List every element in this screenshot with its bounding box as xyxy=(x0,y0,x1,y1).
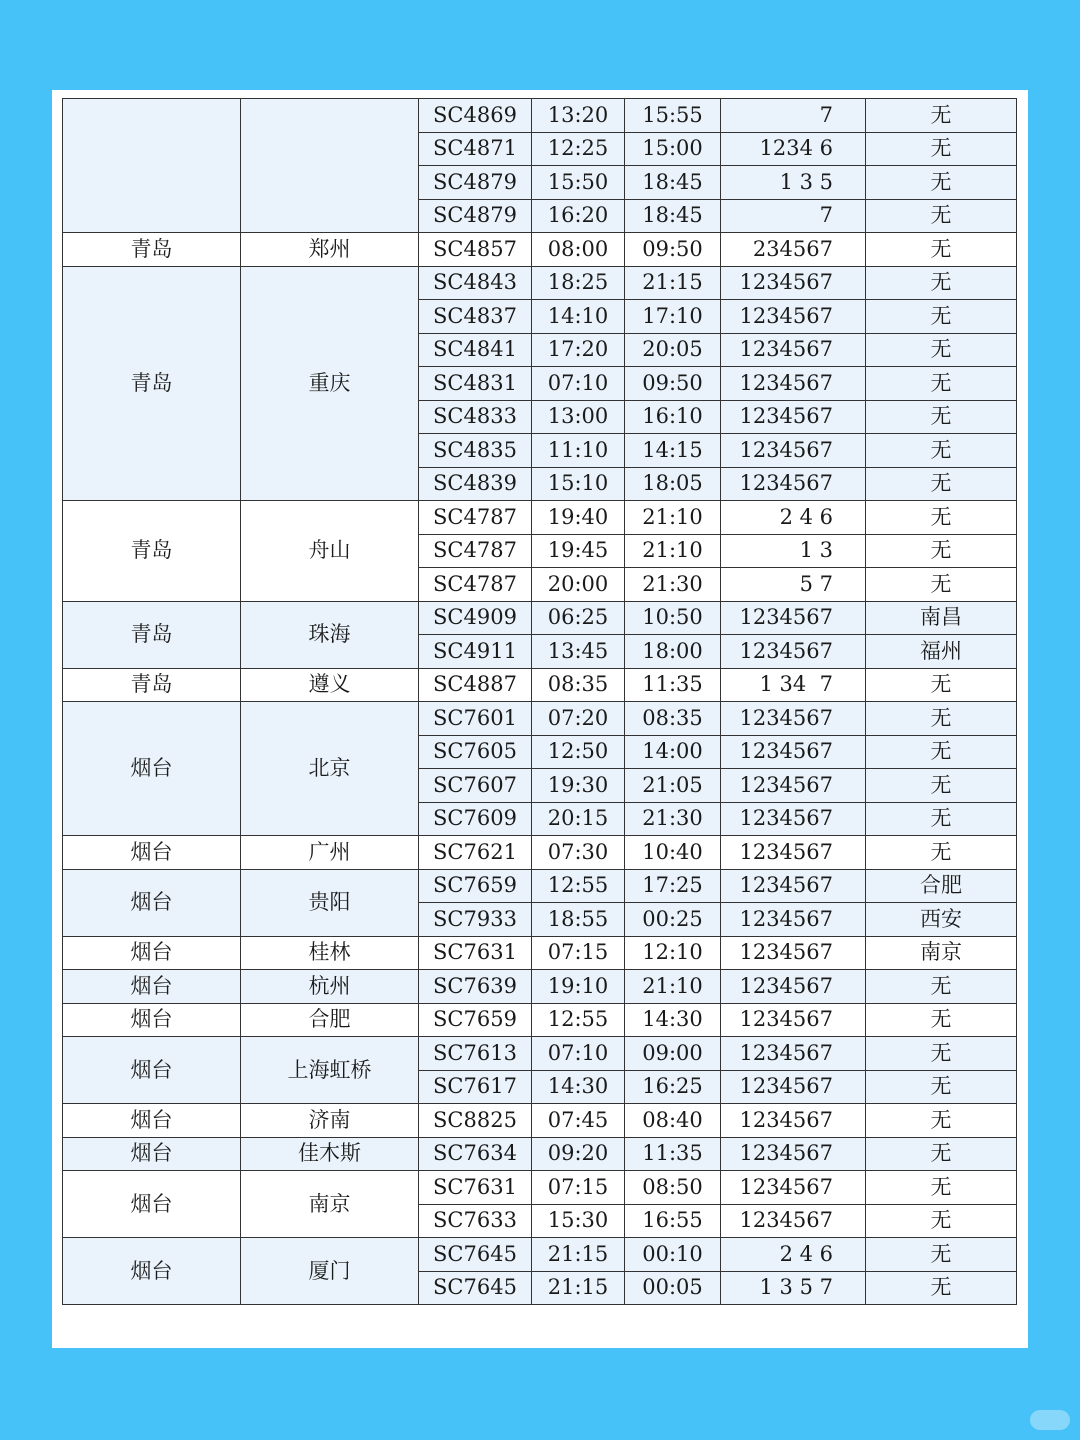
operating-days-cell: 1234567 xyxy=(721,936,866,970)
flight-number-cell: SC4887 xyxy=(419,668,532,702)
arrival-time-cell: 09:50 xyxy=(625,233,721,267)
arrival-time-cell: 10:50 xyxy=(625,601,721,635)
arrival-time-cell: 21:30 xyxy=(625,568,721,602)
operating-days-cell: 1234567 xyxy=(721,434,866,468)
destination-city-cell: 遵义 xyxy=(241,668,419,702)
departure-time-cell: 14:30 xyxy=(532,1070,625,1104)
operating-days-cell: 1234567 xyxy=(721,1137,866,1171)
departure-time-cell: 15:50 xyxy=(532,166,625,200)
arrival-time-cell: 11:35 xyxy=(625,668,721,702)
destination-city-cell: 合肥 xyxy=(241,1003,419,1037)
destination-city-cell: 佳木斯 xyxy=(241,1137,419,1171)
operating-days-cell: 1234567 xyxy=(721,367,866,401)
departure-time-cell: 13:20 xyxy=(532,99,625,133)
destination-city-cell xyxy=(241,99,419,233)
table-row xyxy=(63,233,1017,267)
departure-time-cell: 07:15 xyxy=(532,936,625,970)
table-row xyxy=(63,501,1017,535)
destination-city-cell: 北京 xyxy=(241,702,419,836)
stopover-cell: 无 xyxy=(866,1104,1017,1138)
origin-city-cell: 烟台 xyxy=(63,1171,241,1238)
arrival-time-cell: 21:30 xyxy=(625,802,721,836)
stopover-cell: 无 xyxy=(866,400,1017,434)
origin-city-cell: 烟台 xyxy=(63,836,241,870)
departure-time-cell: 18:25 xyxy=(532,266,625,300)
table-row xyxy=(63,970,1017,1004)
arrival-time-cell: 00:25 xyxy=(625,903,721,937)
stopover-cell: 无 xyxy=(866,1271,1017,1305)
departure-time-cell: 13:00 xyxy=(532,400,625,434)
arrival-time-cell: 18:05 xyxy=(625,467,721,501)
flight-number-cell: SC4833 xyxy=(419,400,532,434)
stopover-cell: 无 xyxy=(866,1070,1017,1104)
table-row xyxy=(63,869,1017,903)
departure-time-cell: 21:15 xyxy=(532,1238,625,1272)
arrival-time-cell: 21:10 xyxy=(625,501,721,535)
flight-number-cell: SC7631 xyxy=(419,936,532,970)
stopover-cell: 无 xyxy=(866,501,1017,535)
arrival-time-cell: 14:00 xyxy=(625,735,721,769)
flight-number-cell: SC4909 xyxy=(419,601,532,635)
arrival-time-cell: 08:35 xyxy=(625,702,721,736)
stopover-cell: 无 xyxy=(866,166,1017,200)
destination-city-cell: 济南 xyxy=(241,1104,419,1138)
flight-number-cell: SC8825 xyxy=(419,1104,532,1138)
arrival-time-cell: 18:45 xyxy=(625,199,721,233)
departure-time-cell: 07:20 xyxy=(532,702,625,736)
departure-time-cell: 13:45 xyxy=(532,635,625,669)
departure-time-cell: 08:00 xyxy=(532,233,625,267)
stopover-cell: 无 xyxy=(866,333,1017,367)
operating-days-cell: 7 xyxy=(721,99,866,133)
departure-time-cell: 21:15 xyxy=(532,1271,625,1305)
stopover-cell: 无 xyxy=(866,99,1017,133)
departure-time-cell: 12:50 xyxy=(532,735,625,769)
destination-city-cell: 上海虹桥 xyxy=(241,1037,419,1104)
operating-days-cell: 1234567 xyxy=(721,1037,866,1071)
flight-number-cell: SC7601 xyxy=(419,702,532,736)
flight-number-cell: SC4835 xyxy=(419,434,532,468)
destination-city-cell: 南京 xyxy=(241,1171,419,1238)
stopover-cell: 无 xyxy=(866,1137,1017,1171)
departure-time-cell: 16:20 xyxy=(532,199,625,233)
departure-time-cell: 15:30 xyxy=(532,1204,625,1238)
table-row xyxy=(63,702,1017,736)
flight-number-cell: SC4871 xyxy=(419,132,532,166)
departure-time-cell: 19:45 xyxy=(532,534,625,568)
operating-days-cell: 1234567 xyxy=(721,869,866,903)
departure-time-cell: 15:10 xyxy=(532,467,625,501)
operating-days-cell: 1234567 xyxy=(721,903,866,937)
stopover-cell: 无 xyxy=(866,970,1017,1004)
flight-number-cell: SC4911 xyxy=(419,635,532,669)
table-row xyxy=(63,1003,1017,1037)
flight-number-cell: SC7607 xyxy=(419,769,532,803)
departure-time-cell: 07:15 xyxy=(532,1171,625,1205)
stopover-cell: 福州 xyxy=(866,635,1017,669)
table-row xyxy=(63,1171,1017,1205)
operating-days-cell: 1234567 xyxy=(721,802,866,836)
flight-number-cell: SC4787 xyxy=(419,568,532,602)
operating-days-cell: 1234567 xyxy=(721,970,866,1004)
table-row xyxy=(63,1104,1017,1138)
table-row xyxy=(63,1137,1017,1171)
operating-days-cell: 1234567 xyxy=(721,1171,866,1205)
flight-number-cell: SC4831 xyxy=(419,367,532,401)
operating-days-cell: 1234567 xyxy=(721,836,866,870)
arrival-time-cell: 21:05 xyxy=(625,769,721,803)
table-row xyxy=(63,1238,1017,1272)
stopover-cell: 南京 xyxy=(866,936,1017,970)
destination-city-cell: 郑州 xyxy=(241,233,419,267)
origin-city-cell: 青岛 xyxy=(63,668,241,702)
flight-number-cell: SC7613 xyxy=(419,1037,532,1071)
operating-days-cell: 1 34 7 xyxy=(721,668,866,702)
stopover-cell: 无 xyxy=(866,702,1017,736)
arrival-time-cell: 20:05 xyxy=(625,333,721,367)
stopover-cell: 无 xyxy=(866,367,1017,401)
operating-days-cell: 2 4 6 xyxy=(721,501,866,535)
arrival-time-cell: 10:40 xyxy=(625,836,721,870)
stopover-cell: 无 xyxy=(866,467,1017,501)
stopover-cell: 无 xyxy=(866,434,1017,468)
origin-city-cell: 烟台 xyxy=(63,1104,241,1138)
operating-days-cell: 1234567 xyxy=(721,1070,866,1104)
flight-number-cell: SC4787 xyxy=(419,534,532,568)
watermark-badge xyxy=(1030,1410,1070,1430)
stopover-cell: 无 xyxy=(866,1003,1017,1037)
flight-number-cell: SC4869 xyxy=(419,99,532,133)
table-row xyxy=(63,99,1017,133)
stopover-cell: 合肥 xyxy=(866,869,1017,903)
arrival-time-cell: 17:10 xyxy=(625,300,721,334)
flight-schedule-table xyxy=(62,98,1017,1305)
departure-time-cell: 20:00 xyxy=(532,568,625,602)
operating-days-cell: 1 3 xyxy=(721,534,866,568)
departure-time-cell: 06:25 xyxy=(532,601,625,635)
destination-city-cell: 珠海 xyxy=(241,601,419,668)
departure-time-cell: 19:30 xyxy=(532,769,625,803)
destination-city-cell: 贵阳 xyxy=(241,869,419,936)
table-row xyxy=(63,1037,1017,1071)
flight-number-cell: SC4787 xyxy=(419,501,532,535)
destination-city-cell: 舟山 xyxy=(241,501,419,602)
departure-time-cell: 08:35 xyxy=(532,668,625,702)
origin-city-cell: 烟台 xyxy=(63,869,241,936)
departure-time-cell: 07:45 xyxy=(532,1104,625,1138)
flight-number-cell: SC4841 xyxy=(419,333,532,367)
departure-time-cell: 07:10 xyxy=(532,367,625,401)
stopover-cell: 无 xyxy=(866,266,1017,300)
arrival-time-cell: 15:00 xyxy=(625,132,721,166)
arrival-time-cell: 00:10 xyxy=(625,1238,721,1272)
table-row xyxy=(63,936,1017,970)
arrival-time-cell: 16:10 xyxy=(625,400,721,434)
operating-days-cell: 1234 6 xyxy=(721,132,866,166)
origin-city-cell: 青岛 xyxy=(63,501,241,602)
origin-city-cell: 烟台 xyxy=(63,936,241,970)
origin-city-cell: 青岛 xyxy=(63,266,241,501)
operating-days-cell: 1 3 5 xyxy=(721,166,866,200)
operating-days-cell: 1234567 xyxy=(721,1204,866,1238)
stopover-cell: 西安 xyxy=(866,903,1017,937)
operating-days-cell: 2 4 6 xyxy=(721,1238,866,1272)
stopover-cell: 无 xyxy=(866,1037,1017,1071)
departure-time-cell: 12:55 xyxy=(532,1003,625,1037)
departure-time-cell: 11:10 xyxy=(532,434,625,468)
origin-city-cell xyxy=(63,99,241,233)
flight-number-cell: SC7659 xyxy=(419,869,532,903)
arrival-time-cell: 09:50 xyxy=(625,367,721,401)
operating-days-cell: 1234567 xyxy=(721,400,866,434)
flight-number-cell: SC7645 xyxy=(419,1271,532,1305)
stopover-cell: 南昌 xyxy=(866,601,1017,635)
departure-time-cell: 07:10 xyxy=(532,1037,625,1071)
flight-number-cell: SC4837 xyxy=(419,300,532,334)
departure-time-cell: 18:55 xyxy=(532,903,625,937)
stopover-cell: 无 xyxy=(866,534,1017,568)
departure-time-cell: 12:55 xyxy=(532,869,625,903)
origin-city-cell: 青岛 xyxy=(63,601,241,668)
arrival-time-cell: 16:55 xyxy=(625,1204,721,1238)
arrival-time-cell: 11:35 xyxy=(625,1137,721,1171)
arrival-time-cell: 12:10 xyxy=(625,936,721,970)
origin-city-cell: 烟台 xyxy=(63,1037,241,1104)
origin-city-cell: 烟台 xyxy=(63,1137,241,1171)
destination-city-cell: 桂林 xyxy=(241,936,419,970)
arrival-time-cell: 21:10 xyxy=(625,970,721,1004)
operating-days-cell: 1234567 xyxy=(721,266,866,300)
stopover-cell: 无 xyxy=(866,568,1017,602)
flight-number-cell: SC7639 xyxy=(419,970,532,1004)
departure-time-cell: 19:10 xyxy=(532,970,625,1004)
arrival-time-cell: 21:15 xyxy=(625,266,721,300)
origin-city-cell: 烟台 xyxy=(63,1238,241,1305)
stopover-cell: 无 xyxy=(866,300,1017,334)
arrival-time-cell: 18:00 xyxy=(625,635,721,669)
stopover-cell: 无 xyxy=(866,1171,1017,1205)
origin-city-cell: 烟台 xyxy=(63,1003,241,1037)
stopover-cell: 无 xyxy=(866,735,1017,769)
stopover-cell: 无 xyxy=(866,199,1017,233)
operating-days-cell: 1234567 xyxy=(721,769,866,803)
departure-time-cell: 14:10 xyxy=(532,300,625,334)
flight-number-cell: SC7605 xyxy=(419,735,532,769)
stopover-cell: 无 xyxy=(866,233,1017,267)
table-row xyxy=(63,668,1017,702)
stopover-cell: 无 xyxy=(866,1204,1017,1238)
operating-days-cell: 1234567 xyxy=(721,735,866,769)
departure-time-cell: 20:15 xyxy=(532,802,625,836)
operating-days-cell: 1234567 xyxy=(721,1003,866,1037)
operating-days-cell: 1234567 xyxy=(721,635,866,669)
arrival-time-cell: 16:25 xyxy=(625,1070,721,1104)
table-row xyxy=(63,836,1017,870)
flight-number-cell: SC7631 xyxy=(419,1171,532,1205)
operating-days-cell: 7 xyxy=(721,199,866,233)
flight-number-cell: SC7634 xyxy=(419,1137,532,1171)
stopover-cell: 无 xyxy=(866,769,1017,803)
flight-number-cell: SC7645 xyxy=(419,1238,532,1272)
flight-number-cell: SC4857 xyxy=(419,233,532,267)
flight-number-cell: SC7617 xyxy=(419,1070,532,1104)
destination-city-cell: 厦门 xyxy=(241,1238,419,1305)
arrival-time-cell: 08:50 xyxy=(625,1171,721,1205)
flight-number-cell: SC4879 xyxy=(419,199,532,233)
flight-number-cell: SC4839 xyxy=(419,467,532,501)
operating-days-cell: 1234567 xyxy=(721,333,866,367)
stopover-cell: 无 xyxy=(866,132,1017,166)
departure-time-cell: 12:25 xyxy=(532,132,625,166)
operating-days-cell: 234567 xyxy=(721,233,866,267)
arrival-time-cell: 14:30 xyxy=(625,1003,721,1037)
departure-time-cell: 09:20 xyxy=(532,1137,625,1171)
operating-days-cell: 1234567 xyxy=(721,467,866,501)
destination-city-cell: 重庆 xyxy=(241,266,419,501)
arrival-time-cell: 14:15 xyxy=(625,434,721,468)
schedule-card xyxy=(52,90,1028,1348)
operating-days-cell: 1234567 xyxy=(721,702,866,736)
departure-time-cell: 19:40 xyxy=(532,501,625,535)
operating-days-cell: 5 7 xyxy=(721,568,866,602)
departure-time-cell: 07:30 xyxy=(532,836,625,870)
arrival-time-cell: 08:40 xyxy=(625,1104,721,1138)
operating-days-cell: 1 3 5 7 xyxy=(721,1271,866,1305)
table-body xyxy=(63,99,1017,1305)
destination-city-cell: 广州 xyxy=(241,836,419,870)
flight-number-cell: SC7659 xyxy=(419,1003,532,1037)
table-row xyxy=(63,601,1017,635)
flight-number-cell: SC7621 xyxy=(419,836,532,870)
flight-number-cell: SC4843 xyxy=(419,266,532,300)
stopover-cell: 无 xyxy=(866,668,1017,702)
operating-days-cell: 1234567 xyxy=(721,1104,866,1138)
flight-number-cell: SC7633 xyxy=(419,1204,532,1238)
origin-city-cell: 青岛 xyxy=(63,233,241,267)
stopover-cell: 无 xyxy=(866,1238,1017,1272)
arrival-time-cell: 15:55 xyxy=(625,99,721,133)
destination-city-cell: 杭州 xyxy=(241,970,419,1004)
flight-number-cell: SC7609 xyxy=(419,802,532,836)
flight-number-cell: SC4879 xyxy=(419,166,532,200)
operating-days-cell: 1234567 xyxy=(721,601,866,635)
flight-number-cell: SC7933 xyxy=(419,903,532,937)
arrival-time-cell: 09:00 xyxy=(625,1037,721,1071)
stopover-cell: 无 xyxy=(866,802,1017,836)
arrival-time-cell: 17:25 xyxy=(625,869,721,903)
origin-city-cell: 烟台 xyxy=(63,702,241,836)
arrival-time-cell: 00:05 xyxy=(625,1271,721,1305)
stopover-cell: 无 xyxy=(866,836,1017,870)
arrival-time-cell: 18:45 xyxy=(625,166,721,200)
departure-time-cell: 17:20 xyxy=(532,333,625,367)
table-row xyxy=(63,266,1017,300)
origin-city-cell: 烟台 xyxy=(63,970,241,1004)
arrival-time-cell: 21:10 xyxy=(625,534,721,568)
operating-days-cell: 1234567 xyxy=(721,300,866,334)
